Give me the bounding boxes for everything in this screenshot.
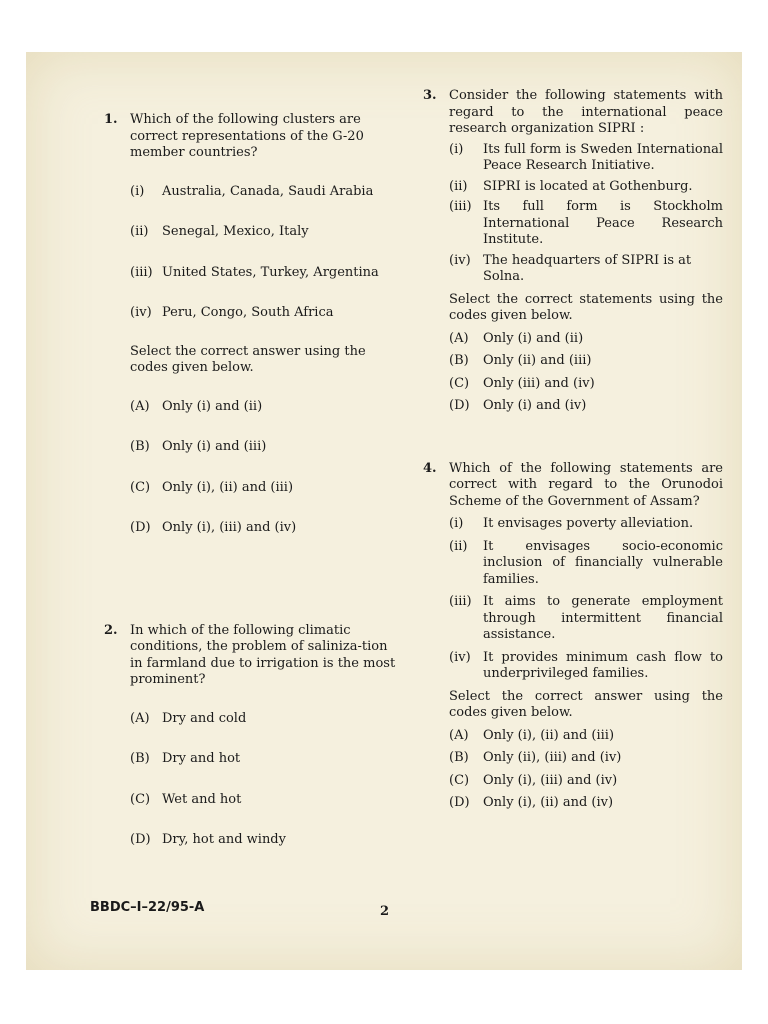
question-2 bbox=[104, 623, 396, 849]
question-number: 4. bbox=[423, 460, 437, 476]
instruction: Select the correct answer using the codes given below. bbox=[130, 343, 366, 375]
question-number: 2. bbox=[104, 622, 118, 638]
answer-option[interactable]: (B) Only (i) and (iii) bbox=[130, 439, 267, 454]
question-number: 1. bbox=[104, 112, 118, 127]
right-column bbox=[423, 88, 723, 812]
answer-option[interactable]: (A) Only (i) and (ii) bbox=[130, 398, 263, 414]
statement: (i) Australia, Canada, Saudi Arabia bbox=[130, 183, 374, 199]
answer-option[interactable]: (B) Only (ii) and (iii) bbox=[449, 353, 592, 368]
statement: (i) It envisages poverty alleviation. bbox=[449, 516, 694, 531]
answer-option[interactable]: (C) Only (i), (iii) and (iv) bbox=[449, 772, 618, 788]
answer-option[interactable]: (D) Only (i), (iii) and (iv) bbox=[130, 520, 297, 535]
question-text: Consider the following statements with regard to the international peace research organization SIPRI : bbox=[449, 88, 723, 136]
answer-option[interactable]: (B) Only (ii), (iii) and (iv) bbox=[449, 750, 622, 765]
statement: (ii) Senegal, Mexico, Italy bbox=[130, 224, 309, 239]
answer-option[interactable]: (C) Only (i), (ii) and (iii) bbox=[130, 479, 294, 495]
left-column bbox=[104, 108, 396, 849]
statement: (iii) It aims to generate employment through intermittent financial assistance. bbox=[449, 594, 723, 642]
statement: (iii) Its full form is Stockholm International Peace Research Institute. bbox=[449, 199, 723, 247]
question-text: In which of the following climatic conditions, the problem of saliniza-tion in farmland due to irrigation is the most prominent? bbox=[130, 622, 396, 687]
page-number: 2 bbox=[380, 904, 390, 919]
question-4 bbox=[423, 461, 723, 812]
statement: (iv) Peru, Congo, South Africa bbox=[130, 305, 334, 320]
statement: (ii) It envisages socio-economic inclusion of financially vulnerable families. bbox=[449, 538, 723, 587]
statement: (iii) United States, Turkey, Argentina bbox=[130, 264, 379, 280]
answer-option[interactable]: (D) Dry, hot and windy bbox=[130, 832, 286, 847]
answer-option[interactable]: (D) Only (i) and (iv) bbox=[449, 398, 587, 413]
question-1 bbox=[104, 112, 396, 537]
answer-option[interactable]: (C) Only (iii) and (iv) bbox=[449, 375, 595, 391]
statement: (i) Its full form is Sweden International Peace Research Initiative. bbox=[449, 141, 723, 173]
answer-option[interactable]: (D) Only (i), (ii) and (iv) bbox=[449, 795, 614, 810]
instruction: Select the correct answer using the codes given below. bbox=[449, 688, 723, 720]
statement: (ii) SIPRI is located at Gothenburg. bbox=[449, 178, 693, 194]
answer-option[interactable]: (A) Dry and cold bbox=[130, 710, 247, 726]
answer-option[interactable]: (B) Dry and hot bbox=[130, 751, 241, 766]
question-3 bbox=[423, 88, 723, 415]
answer-option[interactable]: (C) Wet and hot bbox=[130, 791, 242, 807]
question-number: 3. bbox=[423, 88, 437, 103]
answer-option[interactable]: (A) Only (i) and (ii) bbox=[449, 330, 584, 346]
question-text: Which of the following clusters are correct representations of the G-20 member countries? bbox=[130, 112, 364, 160]
statement: (iv) The headquarters of SIPRI is at Solna. bbox=[449, 252, 692, 284]
statement: (iv) It provides minimum cash flow to underprivileged families. bbox=[449, 649, 723, 681]
instruction: Select the correct statements using the codes given below. bbox=[449, 291, 723, 323]
booklet-code: BBDC–I–22/95-A bbox=[90, 900, 205, 915]
question-text: Which of the following statements are correct with regard to the Orunodoi Scheme of the Government of Assam? bbox=[449, 460, 723, 509]
answer-option[interactable]: (A) Only (i), (ii) and (iii) bbox=[449, 727, 615, 743]
